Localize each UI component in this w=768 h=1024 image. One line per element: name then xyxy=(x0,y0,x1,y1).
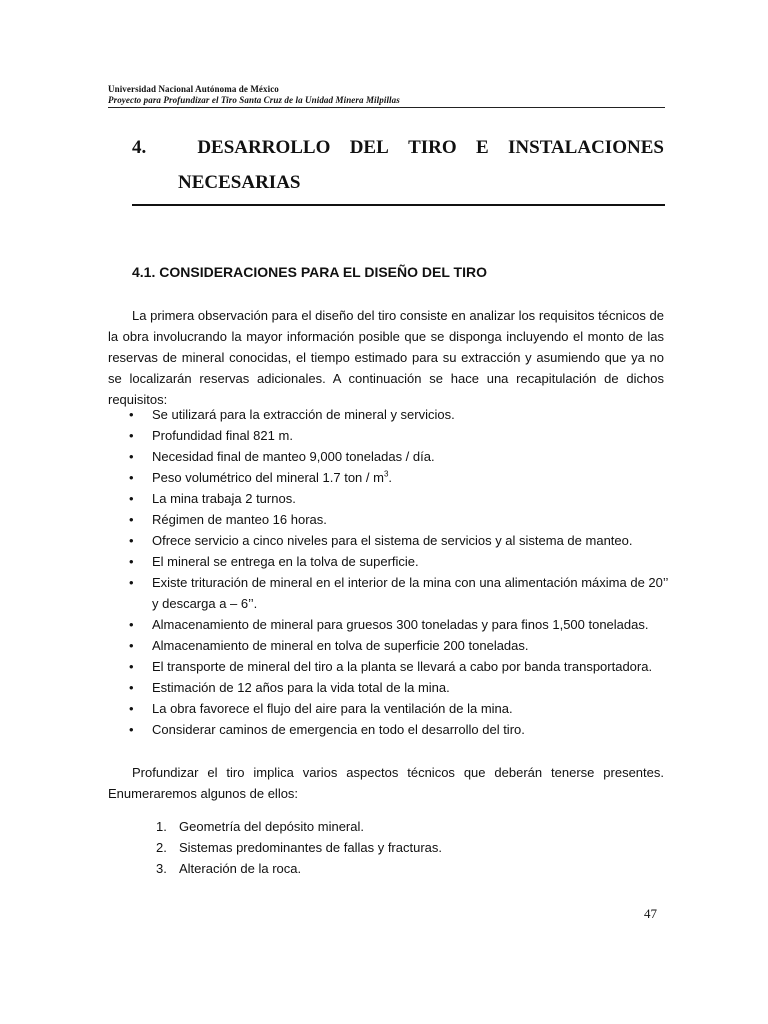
list-item-text: Régimen de manteo 16 horas. xyxy=(152,512,327,527)
chapter-divider xyxy=(132,204,665,206)
list-item xyxy=(108,635,668,656)
list-item xyxy=(108,467,668,488)
list-item xyxy=(108,425,668,446)
bullet-icon: • xyxy=(129,533,134,548)
bullet-icon: • xyxy=(129,554,134,569)
list-item-text: El mineral se entrega en la tolva de superficie. xyxy=(152,554,419,569)
list-item-text: La obra favorece el flujo del aire para la ventilación de la mina. xyxy=(152,701,513,716)
list-item-text: Almacenamiento de mineral para gruesos 300 toneladas y para finos 1,500 toneladas. xyxy=(152,617,649,632)
list-item-text: Considerar caminos de emergencia en todo el desarrollo del tiro. xyxy=(152,722,525,737)
chapter-word: INSTALACIONES xyxy=(508,137,664,158)
chapter-number: 4. xyxy=(132,137,147,158)
bullet-icon: • xyxy=(129,638,134,653)
list-item-text: Alteración de la roca. xyxy=(179,861,302,876)
list-item-text: Peso volumétrico del mineral 1.7 ton / m xyxy=(152,470,384,485)
bullet-icon: • xyxy=(129,617,134,632)
list-item xyxy=(108,837,664,858)
bullet-icon: • xyxy=(129,428,134,443)
header-university: Universidad Nacional Autónoma de México xyxy=(108,84,279,94)
header-divider xyxy=(108,107,665,108)
list-item xyxy=(108,677,668,698)
bullet-icon: • xyxy=(129,491,134,506)
list-item xyxy=(108,698,668,719)
section-title: 4.1. CONSIDERACIONES PARA EL DISEÑO DEL TIRO xyxy=(132,264,487,280)
list-item xyxy=(108,656,668,677)
list-item-text: Almacenamiento de mineral en tolva de superficie 200 toneladas. xyxy=(152,638,529,653)
list-item-text: El transporte de mineral del tiro a la planta se llevará a cabo por banda transportadora. xyxy=(152,659,653,674)
chapter-word: E xyxy=(476,137,489,158)
page-number: 47 xyxy=(644,906,657,921)
list-item xyxy=(108,858,664,879)
requirements-list xyxy=(108,404,668,740)
list-item-text: Geometría del depósito mineral. xyxy=(179,819,364,834)
page-header xyxy=(108,84,664,106)
chapter-word: TIRO xyxy=(408,137,457,158)
bullet-icon: • xyxy=(129,575,134,590)
list-item-text: Se utilizará para la extracción de mineral y servicios. xyxy=(152,407,455,422)
bullet-icon: • xyxy=(129,701,134,716)
list-item xyxy=(108,446,668,467)
list-number: 2. xyxy=(156,840,167,855)
list-item-text: Ofrece servicio a cinco niveles para el sistema de servicios y al sistema de manteo. xyxy=(152,533,633,548)
list-item xyxy=(108,404,668,425)
list-item-text: La mina trabaja 2 turnos. xyxy=(152,491,296,506)
list-item xyxy=(108,719,668,740)
chapter-word: DEL xyxy=(349,137,389,158)
bullet-icon: • xyxy=(129,407,134,422)
bullet-icon: • xyxy=(129,512,134,527)
bullet-icon: • xyxy=(129,680,134,695)
bullet-icon: • xyxy=(129,449,134,464)
chapter-heading xyxy=(132,133,664,201)
list-item xyxy=(108,488,668,509)
chapter-word: DESARROLLO xyxy=(197,137,331,158)
list-item xyxy=(108,509,668,530)
list-number: 3. xyxy=(156,861,167,876)
list-item-text: Sistemas predominantes de fallas y fracturas. xyxy=(179,840,443,855)
list-item xyxy=(108,551,668,572)
aspects-list xyxy=(108,816,664,879)
list-item xyxy=(108,530,668,551)
list-item xyxy=(108,572,668,614)
bullet-icon: • xyxy=(129,659,134,674)
header-project: Proyecto para Profundizar el Tiro Santa Cruz de la Unidad Minera Milpillas xyxy=(108,95,400,105)
superscript: 3 xyxy=(383,469,389,479)
paragraph-aspects: Profundizar el tiro implica varios aspectos técnicos que deberán tenerse presentes. Enumeraremos algunos de ellos: xyxy=(108,765,664,801)
list-item-text: Estimación de 12 años para la vida total de la mina. xyxy=(152,680,450,695)
list-item-text: Necesidad final de manteo 9,000 toneladas / día. xyxy=(152,449,435,464)
list-number: 1. xyxy=(156,819,167,834)
list-item-text: Existe trituración de mineral en el interior de la mina con una alimentación máxima de 20’’ y descarga a – 6’’. xyxy=(152,575,668,611)
bullet-icon: • xyxy=(129,470,134,485)
list-item xyxy=(108,816,664,837)
chapter-title-line2: NECESARIAS xyxy=(178,172,301,193)
paragraph-intro: La primera observación para el diseño del tiro consiste en analizar los requisitos técnicos de la obra involucrando la mayor información posible que se disponga incluyendo el monto de las reservas de mineral conocidas, el tiempo estimado para su extracción y asumiendo que ya no se localizarán reservas adicionales. A continuación se hace una recapitulación de dichos requisitos: xyxy=(108,308,664,407)
list-item-text: Profundidad final 821 m. xyxy=(152,428,293,443)
list-item-suffix: . xyxy=(388,470,393,485)
list-item xyxy=(108,614,668,635)
bullet-icon: • xyxy=(129,722,134,737)
